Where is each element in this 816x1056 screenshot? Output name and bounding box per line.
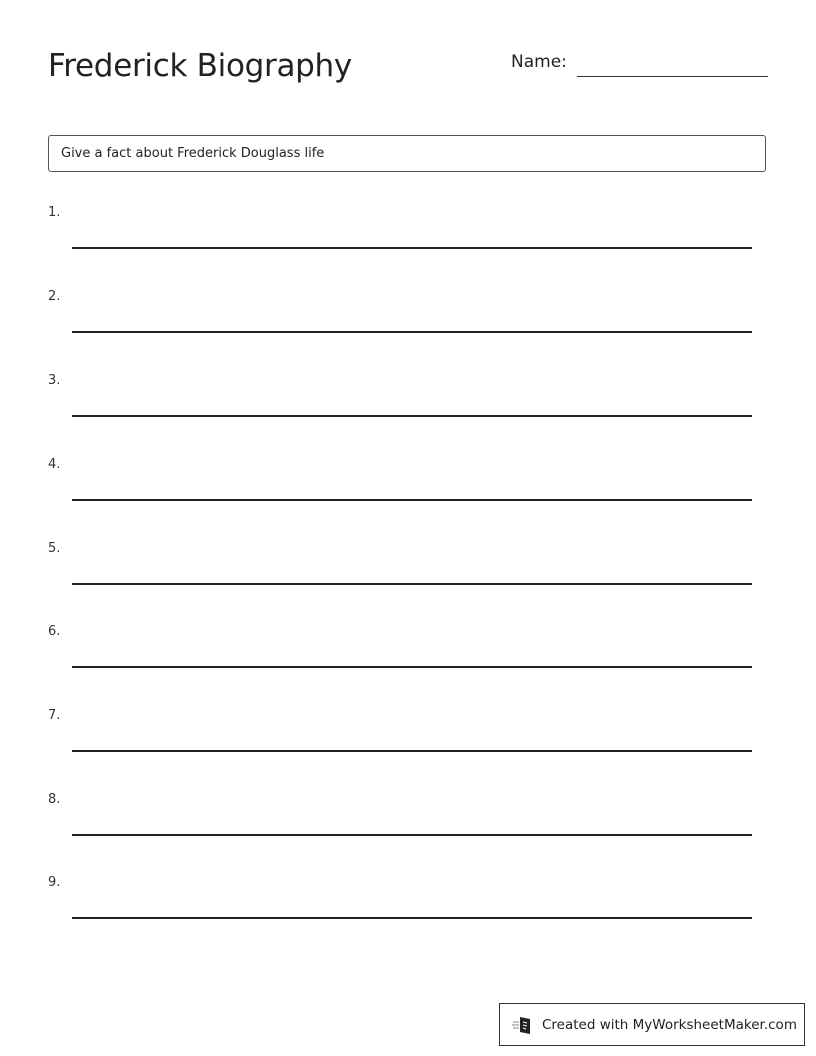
item-number: 4. bbox=[48, 457, 61, 472]
item-number: 3. bbox=[48, 373, 61, 388]
list-item bbox=[0, 875, 816, 959]
answer-line[interactable] bbox=[72, 666, 752, 668]
question-prompt: Give a fact about Frederick Douglass life bbox=[48, 135, 766, 172]
list-item bbox=[0, 792, 816, 876]
item-number: 2. bbox=[48, 289, 61, 304]
item-number: 8. bbox=[48, 792, 61, 807]
item-number: 6. bbox=[48, 624, 61, 639]
item-number: 9. bbox=[48, 875, 61, 890]
answer-line[interactable] bbox=[72, 247, 752, 249]
answer-line[interactable] bbox=[72, 499, 752, 501]
name-field[interactable] bbox=[577, 76, 768, 77]
answer-line[interactable] bbox=[72, 750, 752, 752]
page-title: Frederick Biography bbox=[48, 48, 352, 84]
list-item bbox=[0, 373, 816, 457]
item-number: 5. bbox=[48, 541, 61, 556]
answer-line[interactable] bbox=[72, 583, 752, 585]
worksheet-logo-icon bbox=[512, 1014, 534, 1036]
footer-text: Created with MyWorksheetMaker.com bbox=[542, 1016, 797, 1033]
answer-line[interactable] bbox=[72, 331, 752, 333]
list-item bbox=[0, 624, 816, 708]
name-label: Name: bbox=[511, 52, 567, 72]
list-item bbox=[0, 457, 816, 541]
answer-line[interactable] bbox=[72, 415, 752, 417]
item-number: 1. bbox=[48, 205, 61, 220]
list-item bbox=[0, 541, 816, 625]
answer-line[interactable] bbox=[72, 834, 752, 836]
list-item bbox=[0, 708, 816, 792]
list-item bbox=[0, 289, 816, 373]
list-item bbox=[0, 205, 816, 289]
item-number: 7. bbox=[48, 708, 61, 723]
answer-line[interactable] bbox=[72, 917, 752, 919]
footer-badge[interactable] bbox=[499, 1003, 805, 1046]
